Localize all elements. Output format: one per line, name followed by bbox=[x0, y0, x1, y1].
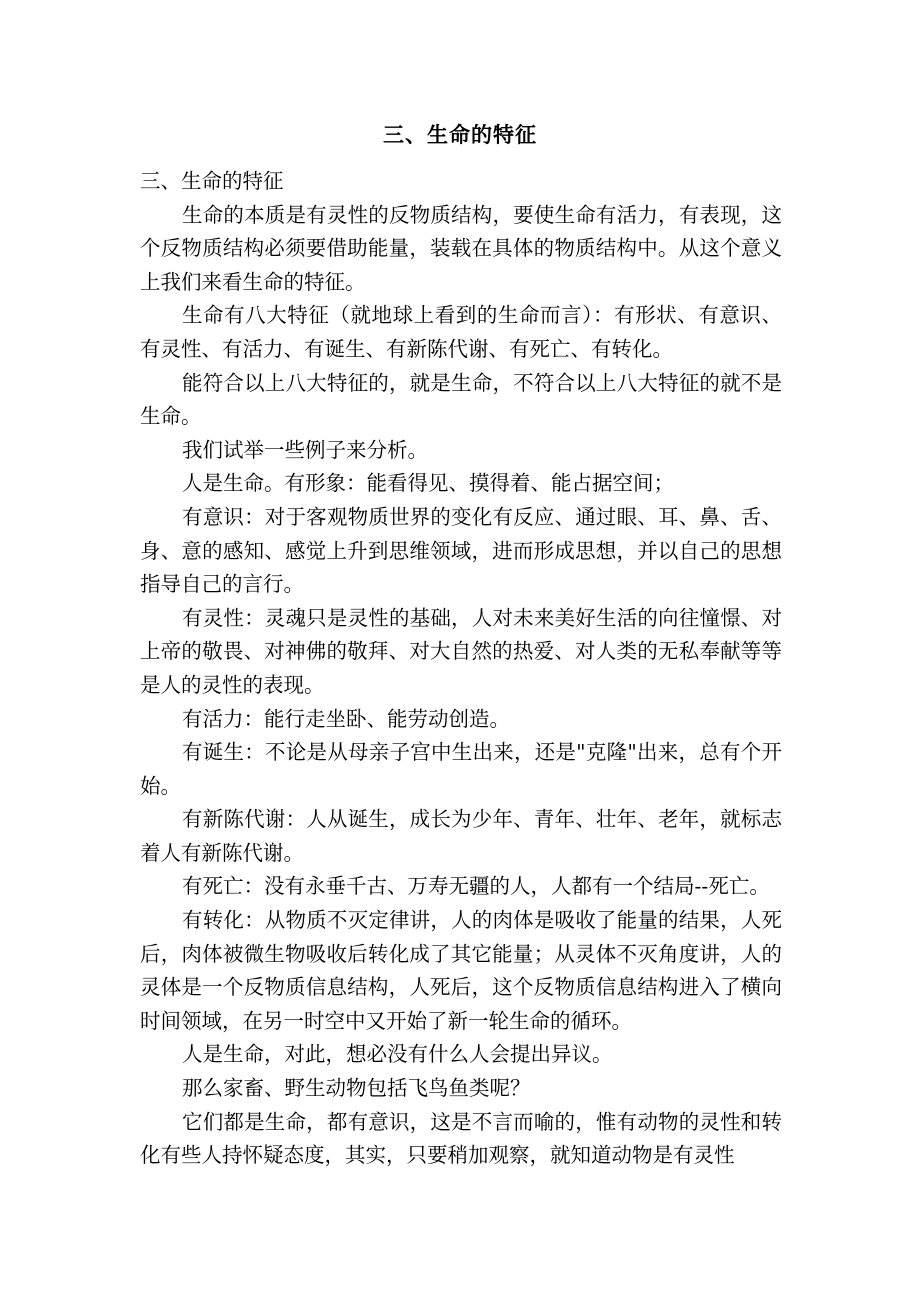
paragraph: 有活力：能行走坐卧、能劳动创造。 bbox=[182, 706, 510, 731]
paragraph: 有诞生：不论是从母亲子宫中生出来，还是"克隆"出来，总有个开始。 bbox=[140, 740, 782, 798]
paragraph: 人是生命。有形象：能看得见、摸得着、能占据空间； bbox=[182, 471, 674, 496]
document-body bbox=[140, 165, 782, 1173]
paragraph: 有灵性：灵魂只是灵性的基础，人对未来美好生活的向往憧憬、对上帝的敬畏、对神佛的敬拜、对大自然的热爱、对人类的无私奉献等等是人的灵性的表现。 bbox=[140, 605, 782, 697]
paragraph: 那么家畜、野生动物包括飞鸟鱼类呢？ bbox=[182, 1076, 531, 1101]
paragraph: 它们都是生命，都有意识，这是不言而喻的，惟有动物的灵性和转化有些人持怀疑态度，其实，只要稍加观察，就知道动物是有灵性 bbox=[140, 1109, 782, 1168]
paragraph: 生命的本质是有灵性的反物质结构，要使生命有活力，有表现，这个反物质结构必须要借助能量，装载在具体的物质结构中。从这个意义上我们来看生命的特征。 bbox=[140, 202, 782, 294]
paragraph: 我们试举一些例子来分析。 bbox=[182, 437, 428, 462]
paragraph: 人是生命，对此，想必没有什么人会提出异议。 bbox=[182, 1042, 613, 1067]
paragraph: 有新陈代谢：人从诞生，成长为少年、青年、壮年、老年，就标志着人有新陈代谢。 bbox=[140, 807, 782, 865]
paragraph: 有意识：对于客观物质世界的变化有反应、通过眼、耳、鼻、舌、身、意的感知、感觉上升到思维领域，进而形成思想，并以自己的思想指导自己的言行。 bbox=[140, 504, 782, 597]
section-heading: 三、生命的特征 bbox=[140, 169, 284, 193]
document-title: 三、生命的特征 bbox=[383, 122, 537, 147]
paragraph: 有转化：从物质不灭定律讲，人的肉体是吸收了能量的结果，人死后，肉体被微生物吸收后转化成了其它能量；从灵体不灭角度讲，人的灵体是一个反物质信息结构，人死后，这个反物质信息结构进入了横向时间领域，在另一时空中又开始了新一轮生命的循环。 bbox=[140, 908, 782, 1033]
paragraph: 生命有八大特征（就地球上看到的生命而言）：有形状、有意识、有灵性、有活力、有诞生、有新陈代谢、有死亡、有转化。 bbox=[140, 303, 782, 361]
paragraph: 能符合以上八大特征的，就是生命，不符合以上八大特征的就不是生命。 bbox=[140, 370, 782, 429]
paragraph: 有死亡：没有永垂千古、万寿无疆的人，人都有一个结局--死亡。 bbox=[182, 874, 770, 899]
